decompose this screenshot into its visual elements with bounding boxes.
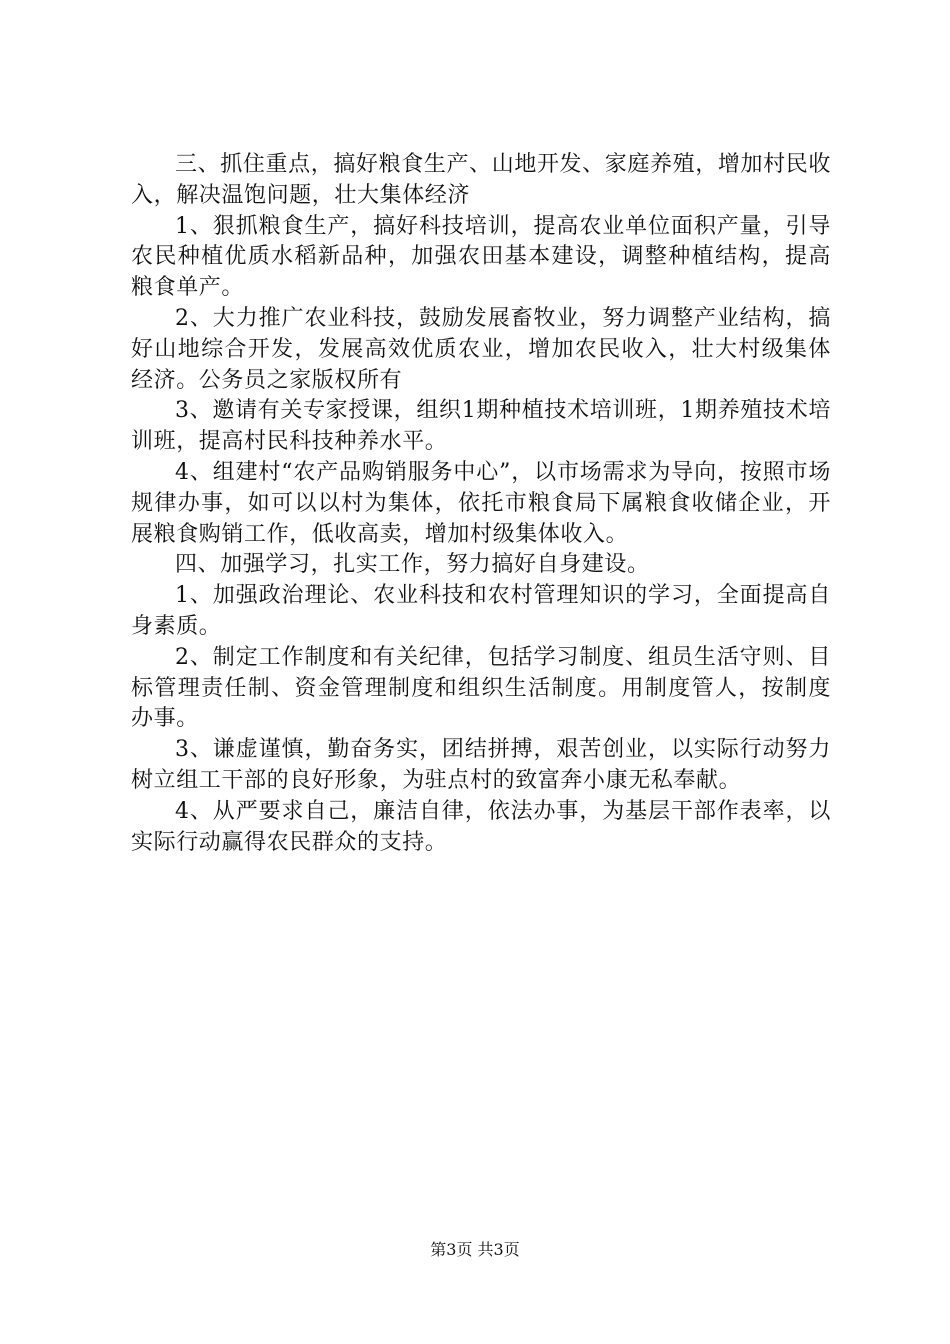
- section-heading-4: 四、加强学习，扎实工作，努力搞好自身建设。: [175, 552, 650, 578]
- list-item: 4、组建村“农产品购销服务中心”，以市场需求为导向，按照市场规律办事，如可以以村为集体，依托市粮食局下属粮食收储企业，开展粮食购销工作，低收高卖，增加村级集体收入。: [131, 459, 831, 547]
- list-item: 1、狠抓粮食生产，搞好科技培训，提高农业单位面积产量，引导农民种植优质水稻新品种，加强农田基本建设，调整种植结构，提高粮食单产。: [131, 213, 831, 301]
- list-item: 2、制定工作制度和有关纪律，包括学习制度、组员生活守则、目标管理责任制、资金管理制度和组织生活制度。用制度管人，按制度办事。: [131, 644, 831, 732]
- page-number-footer: 第3页 共3页: [430, 1240, 520, 1259]
- list-item: 3、邀请有关专家授课，组织1期种植技术培训班，1期养殖技术培训班，提高村民科技种养水平。: [131, 398, 831, 455]
- section-heading-3: 三、抓住重点，搞好粮食生产、山地开发、家庭养殖，增加村民收入，解决温饱问题，壮大集体经济: [131, 152, 831, 208]
- list-item: 4、从严要求自己，廉洁自律，依法办事，为基层干部作表率，以实际行动赢得农民群众的支持。: [131, 798, 831, 855]
- list-item: 1、加强政治理论、农业科技和农村管理知识的学习，全面提高自身素质。: [131, 583, 831, 639]
- list-item: 2、大力推广农业科技，鼓励发展畜牧业，努力调整产业结构，搞好山地综合开发，发展高效优质农业，增加农民收入，壮大村级集体经济。公务员之家版权所有: [131, 305, 831, 393]
- document-body: [131, 150, 831, 858]
- list-item: 3、谦虚谨慎，勤奋务实，团结拼搏，艰苦创业，以实际行动努力树立组工干部的良好形象，为驻点村的致富奔小康无私奉献。: [131, 737, 831, 793]
